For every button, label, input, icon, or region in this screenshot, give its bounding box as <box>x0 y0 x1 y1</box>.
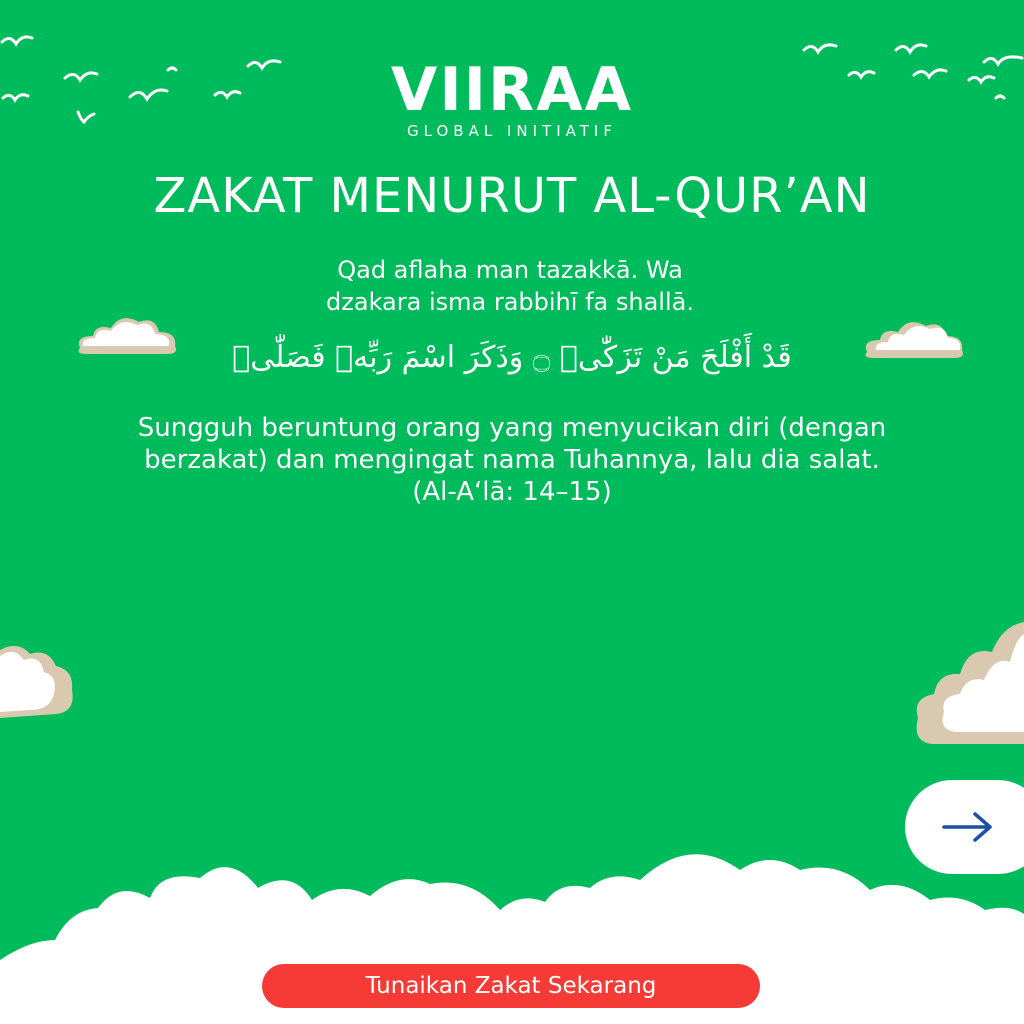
arabic-verse-part-1: قَدْ أَفْلَحَ مَنْ تَزَكّٰىۙ <box>559 340 792 375</box>
next-slide-button[interactable] <box>905 780 1024 874</box>
brand-tagline: GLOBAL INITIATIF <box>407 122 617 140</box>
cloud-left-edge <box>0 640 75 720</box>
arabic-verse <box>0 340 1024 375</box>
page-title: ZAKAT MENURUT AL-QUR’AN <box>153 168 871 224</box>
transliteration-text <box>260 254 760 318</box>
brand-logo <box>0 55 1024 140</box>
translation-text <box>80 412 944 508</box>
cloud-right-edge <box>912 622 1024 744</box>
brand-name: VIIRAA <box>390 55 634 125</box>
transliteration-line-1: Qad aflaha man tazakkā. Wa <box>337 256 683 284</box>
arrow-right-icon <box>941 809 995 845</box>
arabic-verse-part-2: وَذَكَرَ اسْمَ رَبِّهٖ فَصَلّٰىۗ <box>232 340 524 375</box>
verse-reference: (Al-A‘lā: 14–15) <box>412 477 612 507</box>
translation-line-1: Sungguh beruntung orang yang menyucikan diri (dengan <box>137 413 887 443</box>
transliteration-line-2: dzakara isma rabbihī fa shallā. <box>326 288 694 316</box>
pay-zakat-button[interactable]: Tunaikan Zakat Sekarang <box>262 964 760 1008</box>
translation-line-2: berzakat) dan mengingat nama Tuhannya, lalu dia salat. <box>144 445 880 475</box>
verse-number-ornament-icon: ۝ <box>532 340 551 375</box>
